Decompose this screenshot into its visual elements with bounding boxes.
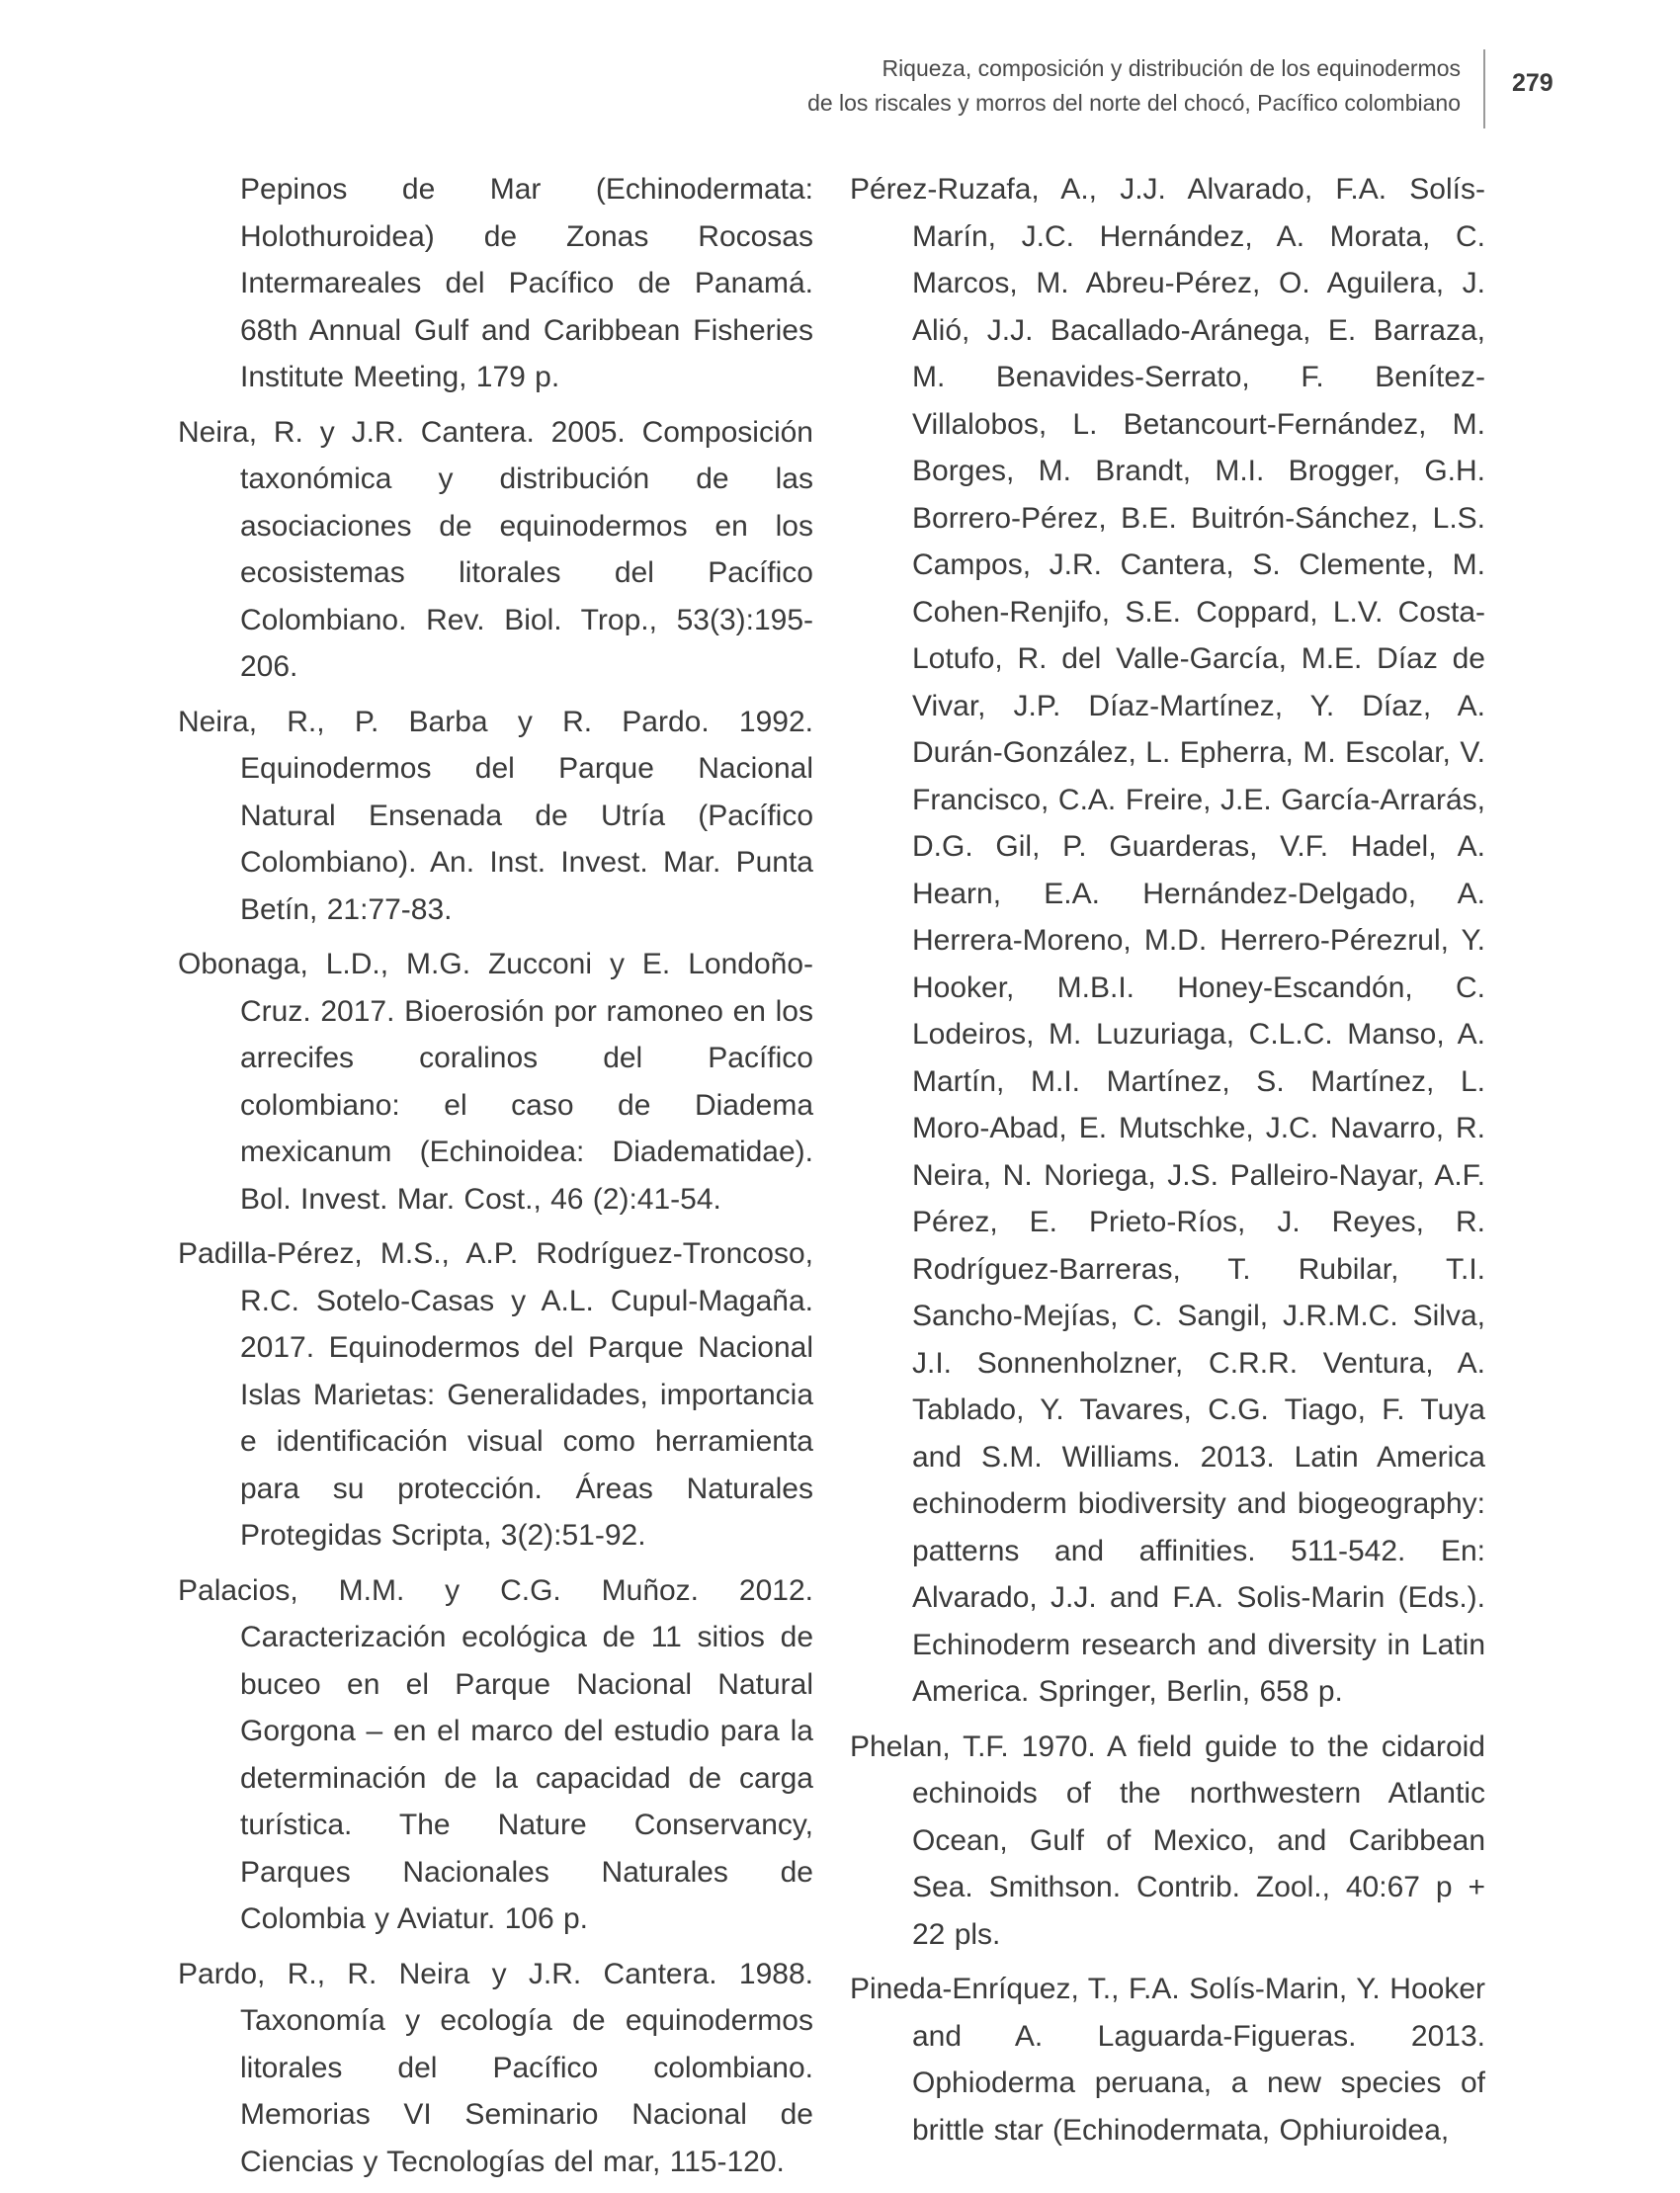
references-right-column bbox=[850, 166, 1485, 2161]
reference-entry: Pineda-Enríquez, T., F.A. Solís-Marin, Y. Hooker and A. Laguarda-Figueras. 2013. Ophioderma peruana, a new species of brittle star (Echinodermata, Ophiuroidea, bbox=[850, 1973, 1485, 2147]
reference-entry: Palacios, M.M. y C.G. Muñoz. 2012. Caracterización ecológica de 11 sitios de buceo en el Parque Nacional Natural Gorgona – en el marco del estudio para la determinación de la capacidad de carga turística. The Nature Conservancy, Parques Nacionales Naturales de Colombia y Aviatur. 106 p. bbox=[178, 1573, 813, 1935]
reference-entry: Pérez-Ruzafa, A., J.J. Alvarado, F.A. Solís-Marín, J.C. Hernández, A. Morata, C. Marcos, M. Abreu-Pérez, O. Aguilera, J. Alió, J.J. Bacallado-Aránega, E. Barraza, M. Benavides-Serrato, F. Benítez-Villalobos, L. Betancourt-Fernández, M. Borges, M. Brandt, M.I. Brogger, G.H. Borrero-Pérez, B.E. Buitrón-Sánchez, L.S. Campos, J.R. Cantera, S. Clemente, M. Cohen-Renjifo, S.E. Coppard, L.V. Costa-Lotufo, R. del Valle-García, M.E. Díaz de Vivar, J.P. Díaz-Martínez, Y. Díaz, A. Durán-González, L. Epherra, M. Escolar, V. Francisco, C.A. Freire, J.E. García-Arrarás, D.G. Gil, P. Guarderas, V.F. Hadel, A. Hearn, E.A. Hernández-Delgado, A. Herrera-Moreno, M.D. Herrero-Pérezrul, Y. Hooker, M.B.I. Honey-Escandón, C. Lodeiros, M. Luzuriaga, C.L.C. Manso, A. Martín, M.I. Martínez, S. Martínez, L. Moro-Abad, E. Mutschke, J.C. Navarro, R. Neira, N. Noriega, J.S. Palleiro-Nayar, A.F. Pérez, E. Prieto-Ríos, J. Reyes, R. Rodríguez-Barreras, T. Rubilar, T.I. Sancho-Mejías, C. Sangil, J.R.M.C. Silva, J.I. Sonnenholzner, C.R.R. Ventura, A. Tablado, Y. Tavares, C.G. Tiago, F. Tuya and S.M. Williams. 2013. Latin America echinoderm biodiversity and biogeography: patterns and affinities. 511-542. En: Alvarado, J.J. and F.A. Solis-Marin (Eds.). Echinoderm research and diversity in Latin America. Springer, Berlin, 658 p. bbox=[850, 173, 1485, 1708]
references-left-column bbox=[178, 166, 813, 2193]
running-header-line-1: Riqueza, composición y distribución de los equinodermos bbox=[882, 55, 1461, 81]
reference-entry: Neira, R. y J.R. Cantera. 2005. Composición taxonómica y distribución de las asociaciones de equinodermos en los ecosistemas litorales del Pacífico Colombiano. Rev. Biol. Trop., 53(3):195-206. bbox=[178, 415, 813, 683]
reference-entry: Padilla-Pérez, M.S., A.P. Rodríguez-Troncoso, R.C. Sotelo-Casas y A.L. Cupul-Magaña. 2017. Equinodermos del Parque Nacional Islas Marietas: Generalidades, importancia e identificación visual como herramienta para su protección. Áreas Naturales Protegidas Scripta, 3(2):51-92. bbox=[178, 1237, 813, 1552]
reference-entry: Neira, R., P. Barba y R. Pardo. 1992. Equinodermos del Parque Nacional Natural Ensenada de Utría (Pacífico Colombiano). An. Inst. Invest. Mar. Punta Betín, 21:77-83. bbox=[178, 705, 813, 926]
running-header bbox=[571, 51, 1461, 121]
header-divider bbox=[1483, 49, 1485, 128]
reference-entry: Pepinos de Mar (Echinodermata: Holothuroidea) de Zonas Rocosas Intermareales del Pacífico de Panamá. 68th Annual Gulf and Caribbean Fisheries Institute Meeting, 179 p. bbox=[240, 173, 813, 393]
page-number: 279 bbox=[1512, 69, 1554, 97]
reference-entry: Phelan, T.F. 1970. A field guide to the cidaroid echinoids of the northwestern Atlantic Ocean, Gulf of Mexico, and Caribbean Sea. Smithson. Contrib. Zool., 40:67 p + 22 pls. bbox=[850, 1729, 1485, 1951]
running-header-line-2: de los riscales y morros del norte del chocó, Pacífico colombiano bbox=[807, 90, 1461, 116]
reference-entry: Pardo, R., R. Neira y J.R. Cantera. 1988. Taxonomía y ecología de equinodermos litorales del Pacífico colombiano. Memorias VI Seminario Nacional de Ciencias y Tecnologías del mar, 115-120. bbox=[178, 1957, 813, 2178]
reference-entry: Obonaga, L.D., M.G. Zucconi y E. Londoño-Cruz. 2017. Bioerosión por ramoneo en los arrecifes coralinos del Pacífico colombiano: el caso de Diadema mexicanum (Echinoidea: Diadematidae). Bol. Invest. Mar. Cost., 46 (2):41-54. bbox=[178, 948, 813, 1216]
